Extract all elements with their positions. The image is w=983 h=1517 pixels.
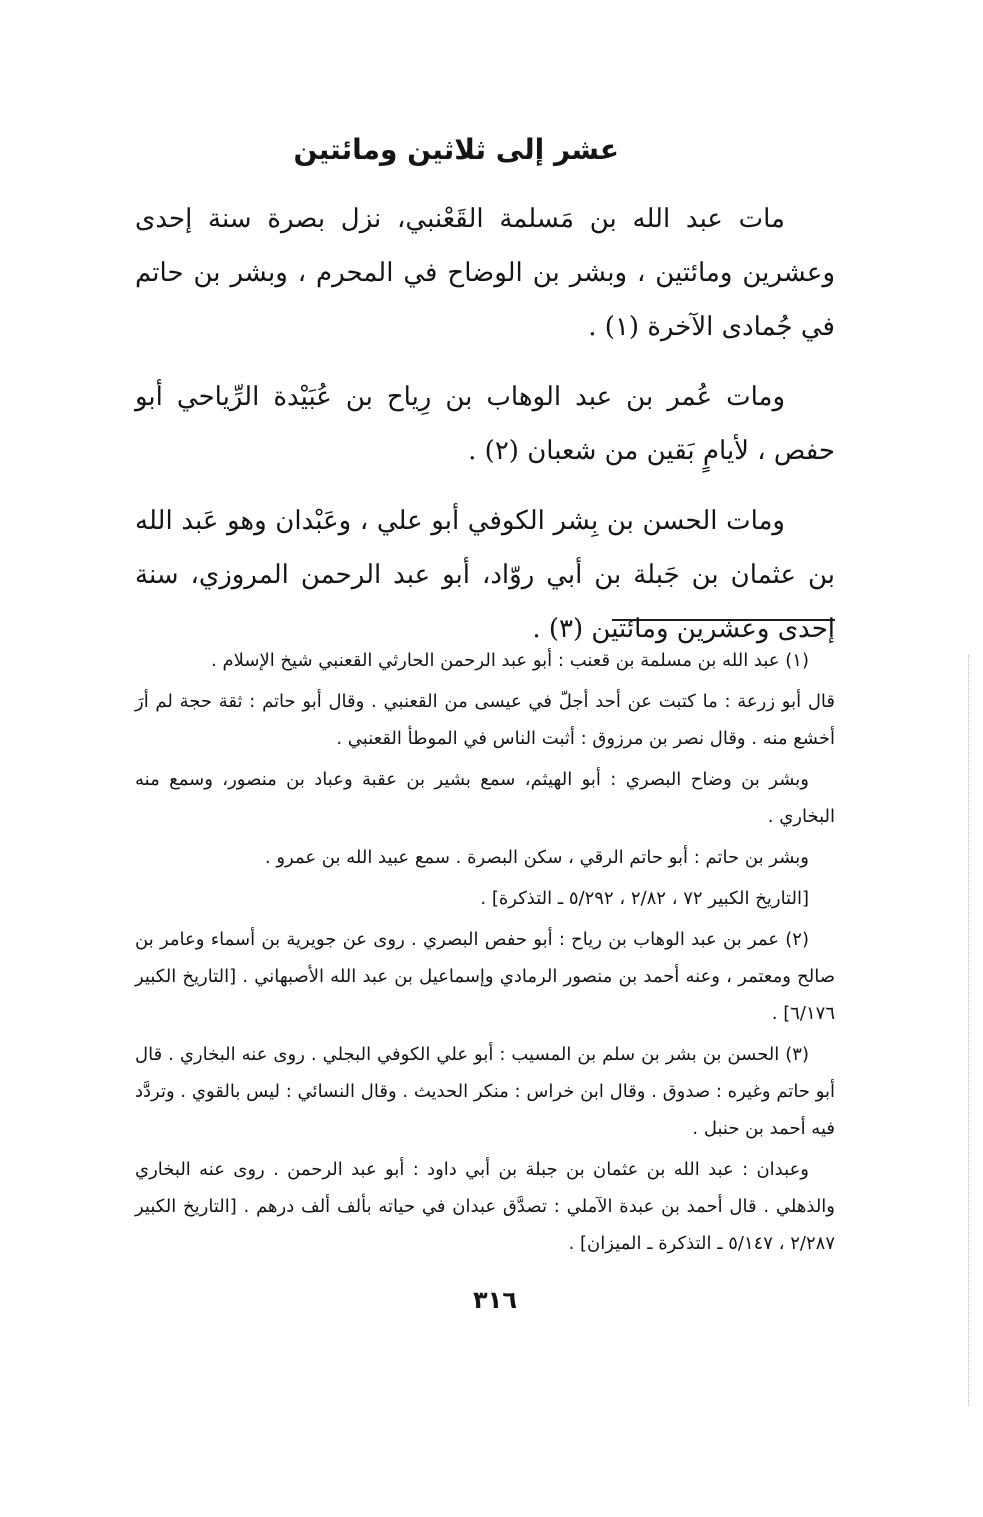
footnote-paragraph: قال أبو زرعة : ما كتبت عن أحد أجلّ في عيسى من القعنبي . وقال أبو حاتم : ثقة حجة لم أرَ أخشع منه . وقال نصر بن مرزوق : أثبت الناس في الموطأ القعنبي . xyxy=(135,691,835,749)
footnote-paragraph: (٢) عمر بن عبد الوهاب بن رياح : أبو حفص البصري . روى عن جويرية بن أسماء وعامر بن صالح ومعتمر ، وعنه أحمد بن منصور الرمادي وإسماعيل بن عبد الله الأصبهاني . [التاريخ الكبير ٦/١٧٦] . xyxy=(135,929,835,1024)
main-paragraph: ومات الحسن بن بِشر الكوفي أبو علي ، وعَبْدان وهو عَبد الله بن عثمان بن جَبلة بن أبي روّاد، أبو عبد الرحمن المروزي، سنة إحدى وعشرين ومائتين (٣) . xyxy=(135,506,835,644)
main-paragraph: ومات عُمر بن عبد الوهاب بن رِياح بن عُبَيْدة الرِّياحي أبو حفص ، لأيامٍ بَقين من شعبان (٢) . xyxy=(135,382,835,466)
page-number: ٣١٦ xyxy=(473,1286,517,1314)
footnote-reference: [التاريخ الكبير ٧٢ ، ٢/٨٢ ، ٥/٢٩٢ ـ التذكرة] . xyxy=(480,888,809,909)
footnote-divider xyxy=(612,619,835,621)
main-text xyxy=(135,192,835,672)
footnote-paragraph: (٣) الحسن بن بشر بن سلم بن المسيب : أبو علي الكوفي البجلي . روى عنه البخاري . قال أبو حاتم وغيره : صدوق . وقال ابن خراس : منكر الحديث . وقال النسائي : ليس بالقوي . وتردَّد فيه أحمد بن حنبل . xyxy=(135,1044,835,1139)
footnote-paragraph: (١) عبد الله بن مسلمة بن قعنب : أبو عبد الرحمن الحارثي القعنبي شيخ الإسلام . xyxy=(211,650,809,671)
footnotes xyxy=(135,642,835,1266)
footnote-paragraph: وبشر بن حاتم : أبو حاتم الرقي ، سكن البصرة . سمع عبيد الله بن عمرو . xyxy=(264,847,809,868)
page-heading: عشر إلى ثلاثين ومائتين xyxy=(293,133,619,166)
footnote-paragraph: وبشر بن وضاح البصري : أبو الهيثم، سمع بشير بن عقبة وعباد بن منصور، وسمع منه البخاري . xyxy=(135,769,835,827)
footnote-paragraph: وعبدان : عبد الله بن عثمان بن جبلة بن أبي داود : أبو عبد الرحمن . روى عنه البخاري والذهلي . قال أحمد بن عبدة الآملي : تصدَّق عبدان في حياته بألف ألف درهم . [التاريخ الكبير ٢/٢٨٧ ، ٥/١٤٧ ـ التذكرة ـ الميزان] . xyxy=(135,1159,835,1254)
scan-edge-line xyxy=(968,655,969,1405)
main-paragraph: مات عبد الله بن مَسلمة القَعْنبي، نزل بصرة سنة إحدى وعشرين ومائتين ، وبشر بن الوضاح في المحرم ، وبشر بن حاتم في جُمادى الآخرة (١) . xyxy=(135,204,835,342)
